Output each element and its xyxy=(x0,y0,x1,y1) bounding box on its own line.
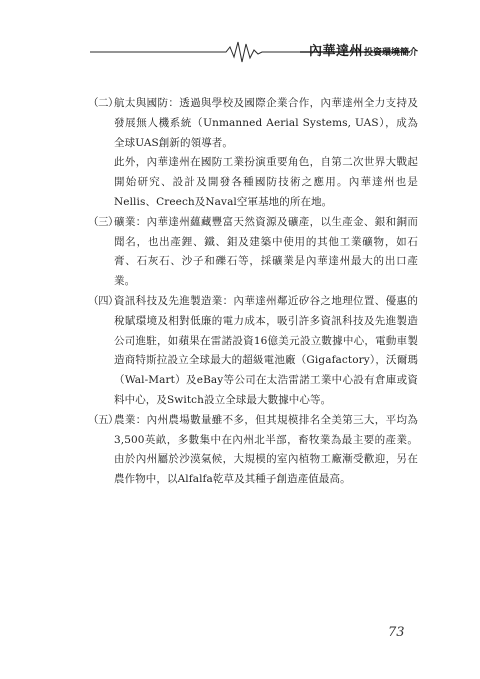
section-agriculture xyxy=(88,411,418,490)
section-marker: （二） xyxy=(88,97,118,109)
section-marker: （四） xyxy=(88,294,118,307)
section-marker: （三） xyxy=(88,215,118,228)
paragraph: 航太與國防：透過與學校及國際企業合作，內華達州全力支持及發展無人機系統（Unmanned Aerial Systems, UAS），成為全球UAS創新的領導者。 xyxy=(114,97,418,149)
page-number: 73 xyxy=(388,625,405,640)
paragraph: 此外，內華達州在國防工業扮演重要角色，自第二次世界大戰起開始研究、設計及開發各種國防技術之應用。內華達州也是Nellis、Creech及Naval空軍基地的所在地。 xyxy=(114,156,418,208)
section-mining xyxy=(88,213,418,292)
paragraph: 農業：內州農場數量雖不多，但其規模排名全美第三大，平均為3,500英畝，多數集中在內州北半部，畜牧業為最主要的產業。由於內州屬於沙漠氣候，大規模的室內植物工廠漸受歡迎，另在農作物中，以Alfalfa乾草及其種子創造產值最高。 xyxy=(114,413,418,486)
page-body xyxy=(88,94,418,490)
header-title xyxy=(309,40,418,59)
section-marker: （五） xyxy=(88,413,118,426)
header-title-main: 內華達州 xyxy=(309,44,364,59)
section-it-manufacturing xyxy=(88,292,418,411)
section-aerospace-defense xyxy=(88,94,418,213)
paragraph: 礦業：內華達州蘊藏豐富天然資源及礦產，以生產金、銀和銅而聞名，也出產鋰、鐵、鉬及建築中使用的其他工業礦物，如石膏、石灰石、沙子和礫石等，採礦業是內華達州最大的出口產業。 xyxy=(114,215,418,288)
page-header xyxy=(0,0,480,80)
paragraph: 資訊科技及先進製造業：內華達州鄰近矽谷之地理位置、優惠的稅賦環境及相對低廉的電力成本，吸引許多資訊科技及先進製造公司進駐，如蘋果在雷諾設資16億美元設立數據中心，電動車製造商特斯拉設立全球最大的超級電池廠（Gigafactory），沃爾瑪（Wal-Mart）及eBay等公司在太浩雷諾工業中心設有倉庫或資料中心，及Switch設立全球最大數據中心等。 xyxy=(114,294,418,406)
header-title-sub: 投資環境簡介 xyxy=(364,48,419,58)
